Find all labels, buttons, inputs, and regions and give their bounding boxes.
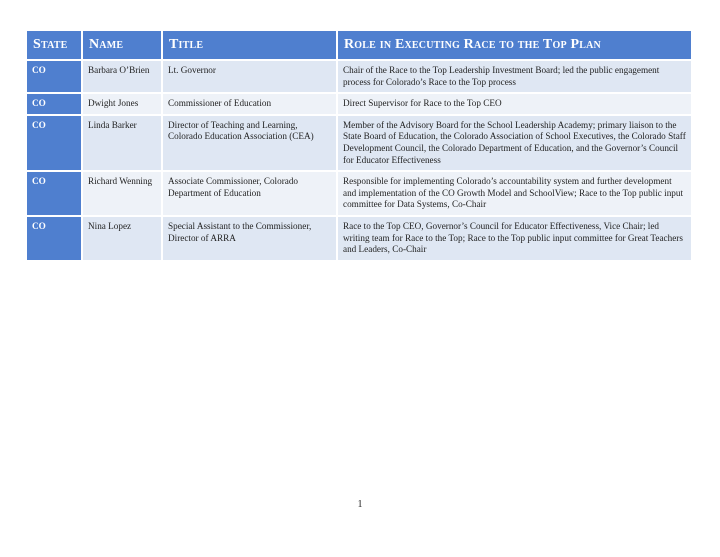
table-row bbox=[27, 94, 691, 116]
cell-role: Chair of the Race to the Top Leadership Investment Board; led the public engagement process for Colorado’s Race to the Top process bbox=[336, 61, 691, 94]
cell-state: CO bbox=[27, 217, 81, 262]
cell-role: Race to the Top CEO, Governor’s Council for Educator Effectiveness, Vice Chair; led writing team for Race to the Top; Race to the Top public input committee for Great Teachers and Leaders, Co-Chair bbox=[336, 217, 691, 262]
cell-state: CO bbox=[27, 116, 81, 172]
cell-name: Linda Barker bbox=[81, 116, 161, 172]
cell-title: Director of Teaching and Learning, Colorado Education Association (CEA) bbox=[161, 116, 336, 172]
table-header bbox=[27, 31, 691, 61]
table-row bbox=[27, 172, 691, 217]
cell-role: Responsible for implementing Colorado’s accountability system and further development and implementation of the CO Growth Model and SchoolView; Race to the Top public input committee for Data Systems, Co-Chair bbox=[336, 172, 691, 217]
cell-title: Special Assistant to the Commissioner, Director of ARRA bbox=[161, 217, 336, 262]
cell-title: Commissioner of Education bbox=[161, 94, 336, 116]
cell-name: Barbara O’Brien bbox=[81, 61, 161, 94]
leadership-table bbox=[27, 31, 691, 262]
cell-name: Dwight Jones bbox=[81, 94, 161, 116]
table-body bbox=[27, 61, 691, 262]
cell-role: Direct Supervisor for Race to the Top CEO bbox=[336, 94, 691, 116]
header-name: Name bbox=[81, 31, 161, 61]
table-row bbox=[27, 217, 691, 262]
header-title: Title bbox=[161, 31, 336, 61]
cell-title: Associate Commissioner, Colorado Department of Education bbox=[161, 172, 336, 217]
cell-role: Member of the Advisory Board for the School Leadership Academy; primary liaison to the State Board of Education, the Colorado Association of School Executives, the Colorado Staff Development Council, the Colorado Department of Education, and the Governor’s Council for Educator Effectiveness bbox=[336, 116, 691, 172]
cell-title: Lt. Governor bbox=[161, 61, 336, 94]
cell-state: CO bbox=[27, 172, 81, 217]
header-row bbox=[27, 31, 691, 61]
cell-name: Nina Lopez bbox=[81, 217, 161, 262]
header-role: Role in Executing Race to the Top Plan bbox=[336, 31, 691, 61]
cell-state: CO bbox=[27, 61, 81, 94]
table-row bbox=[27, 61, 691, 94]
cell-name: Richard Wenning bbox=[81, 172, 161, 217]
cell-state: CO bbox=[27, 94, 81, 116]
page-number: 1 bbox=[357, 499, 363, 510]
header-state: State bbox=[27, 31, 81, 61]
table-row bbox=[27, 116, 691, 172]
